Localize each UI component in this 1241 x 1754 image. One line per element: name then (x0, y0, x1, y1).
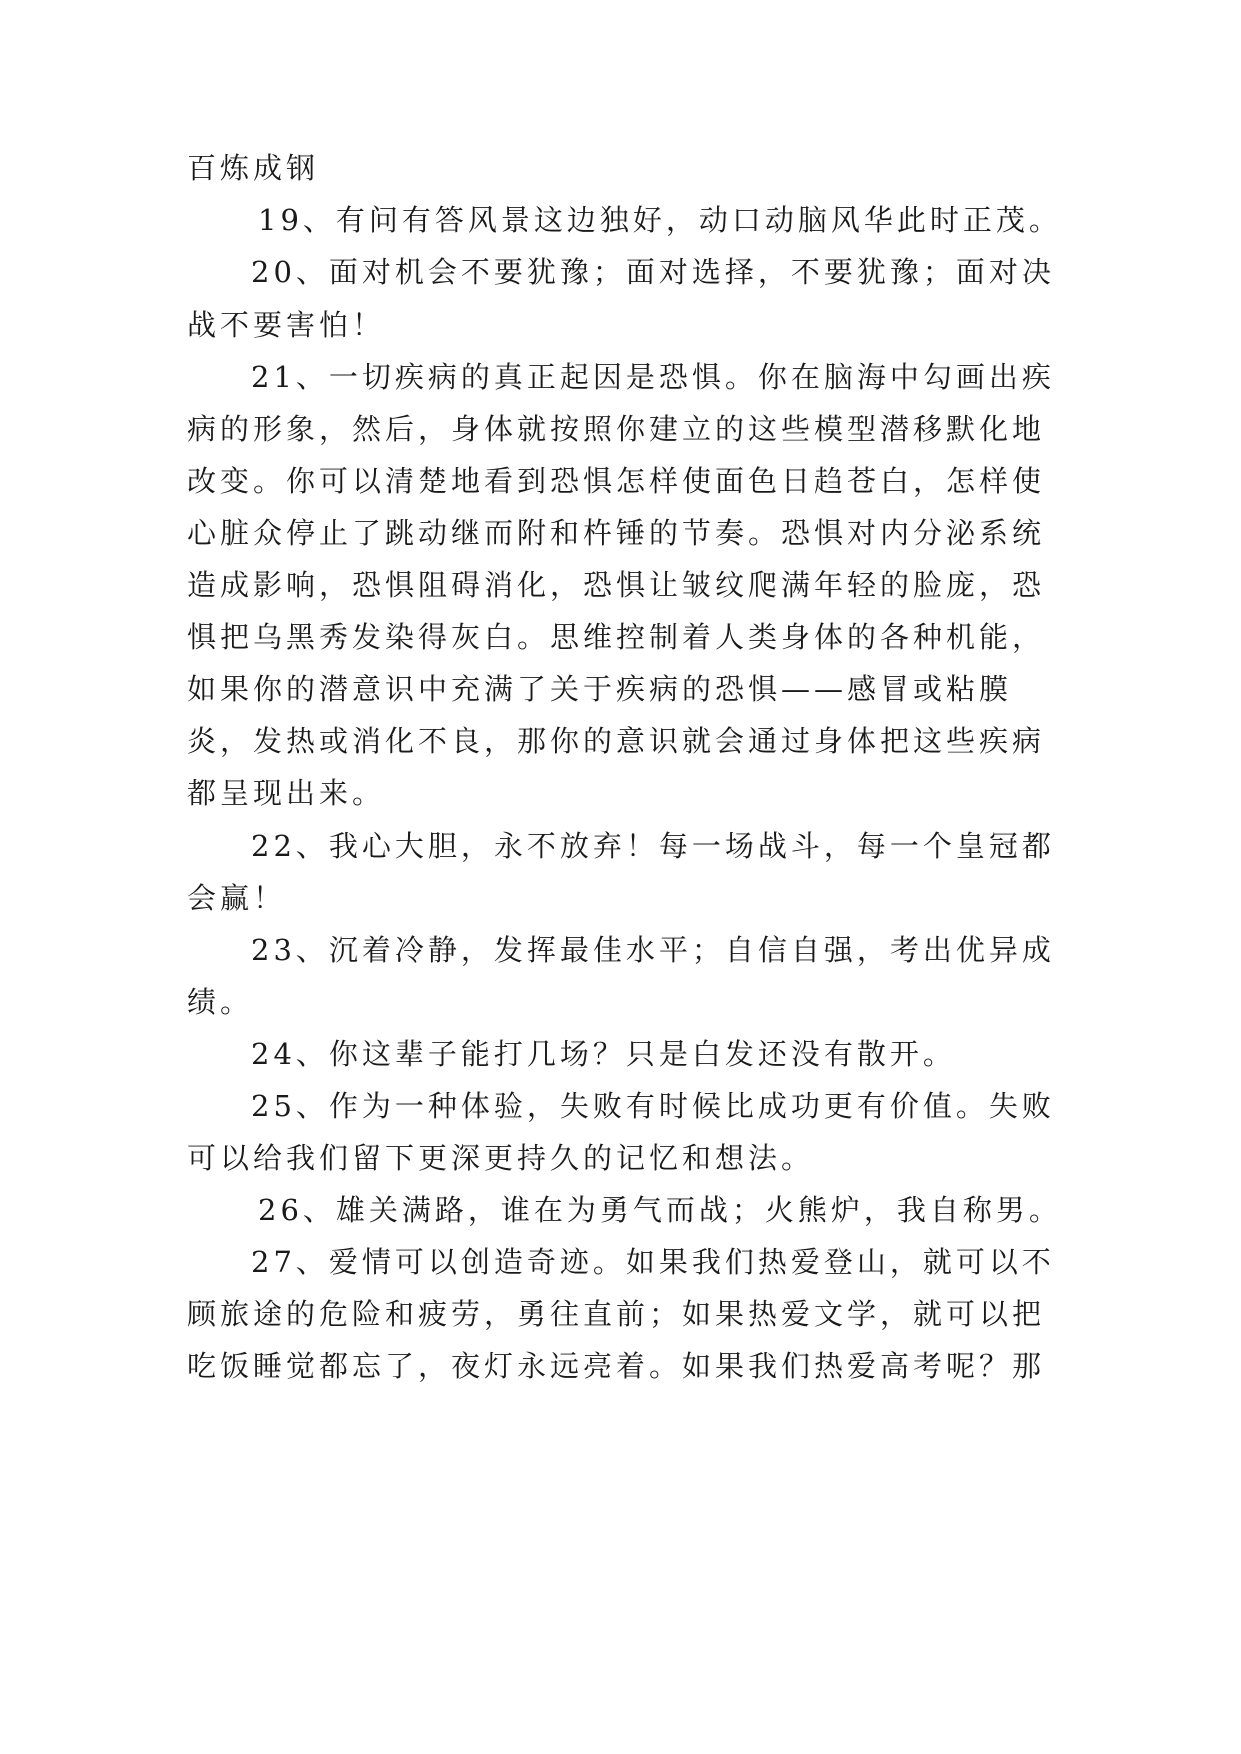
text-line: 惧把乌黑秀发染得灰白。思维控制着人类身体的各种机能， (187, 620, 1046, 654)
text-line: 炎，发热或消化不良，那你的意识就会通过身体把这些疾病 (187, 724, 1046, 758)
text-line: 改变。你可以清楚地看到恐惧怎样使面色日趋苍白，怎样使 (187, 464, 1046, 498)
text-line: 可以给我们留下更深更持久的记忆和想法。 (187, 1141, 815, 1175)
text-line: 会赢！ (187, 881, 287, 915)
text-line: 战不要害怕！ (187, 308, 386, 342)
item-22: 22、我心大胆，永不放弃！每一场战斗，每一个皇冠都 (251, 829, 1055, 863)
text-line: 心脏众停止了跳动继而附和杵锤的节奏。恐惧对内分泌系统 (187, 516, 1046, 550)
item-26: 26、雄关满路，谁在为勇气而战；火熊炉，我自称男。 (258, 1193, 1062, 1227)
item-24: 24、你这辈子能打几场？只是白发还没有散开。 (251, 1037, 956, 1071)
text-line: 百炼成钢 (187, 151, 320, 185)
text-line: 如果你的潜意识中充满了关于疾病的恐惧——感冒或粘膜 (187, 672, 1013, 706)
text-line: 顾旅途的危险和疲劳，勇往直前；如果热爱文学，就可以把 (187, 1297, 1046, 1331)
text-line: 绩。 (187, 985, 254, 1019)
item-21: 21、一切疾病的真正起因是恐惧。你在脑海中勾画出疾 (251, 360, 1055, 394)
item-20: 20、面对机会不要犹豫；面对选择，不要犹豫；面对决 (251, 255, 1055, 289)
text-line: 造成影响，恐惧阻碍消化，恐惧让皱纹爬满年轻的脸庞，恐 (187, 568, 1046, 602)
item-27: 27、爱情可以创造奇迹。如果我们热爱登山，就可以不 (251, 1245, 1055, 1279)
item-25: 25、作为一种体验，失败有时候比成功更有价值。失败 (251, 1089, 1055, 1123)
text-line: 吃饭睡觉都忘了，夜灯永远亮着。如果我们热爱高考呢？那 (187, 1349, 1046, 1383)
item-19: 19、有问有答风景这边独好，动口动脑风华此时正茂。 (258, 203, 1062, 237)
item-23: 23、沉着冷静，发挥最佳水平；自信自强，考出优异成 (251, 933, 1055, 967)
text-line: 病的形象，然后，身体就按照你建立的这些模型潜移默化地 (187, 412, 1046, 446)
text-line: 都呈现出来。 (187, 776, 386, 810)
